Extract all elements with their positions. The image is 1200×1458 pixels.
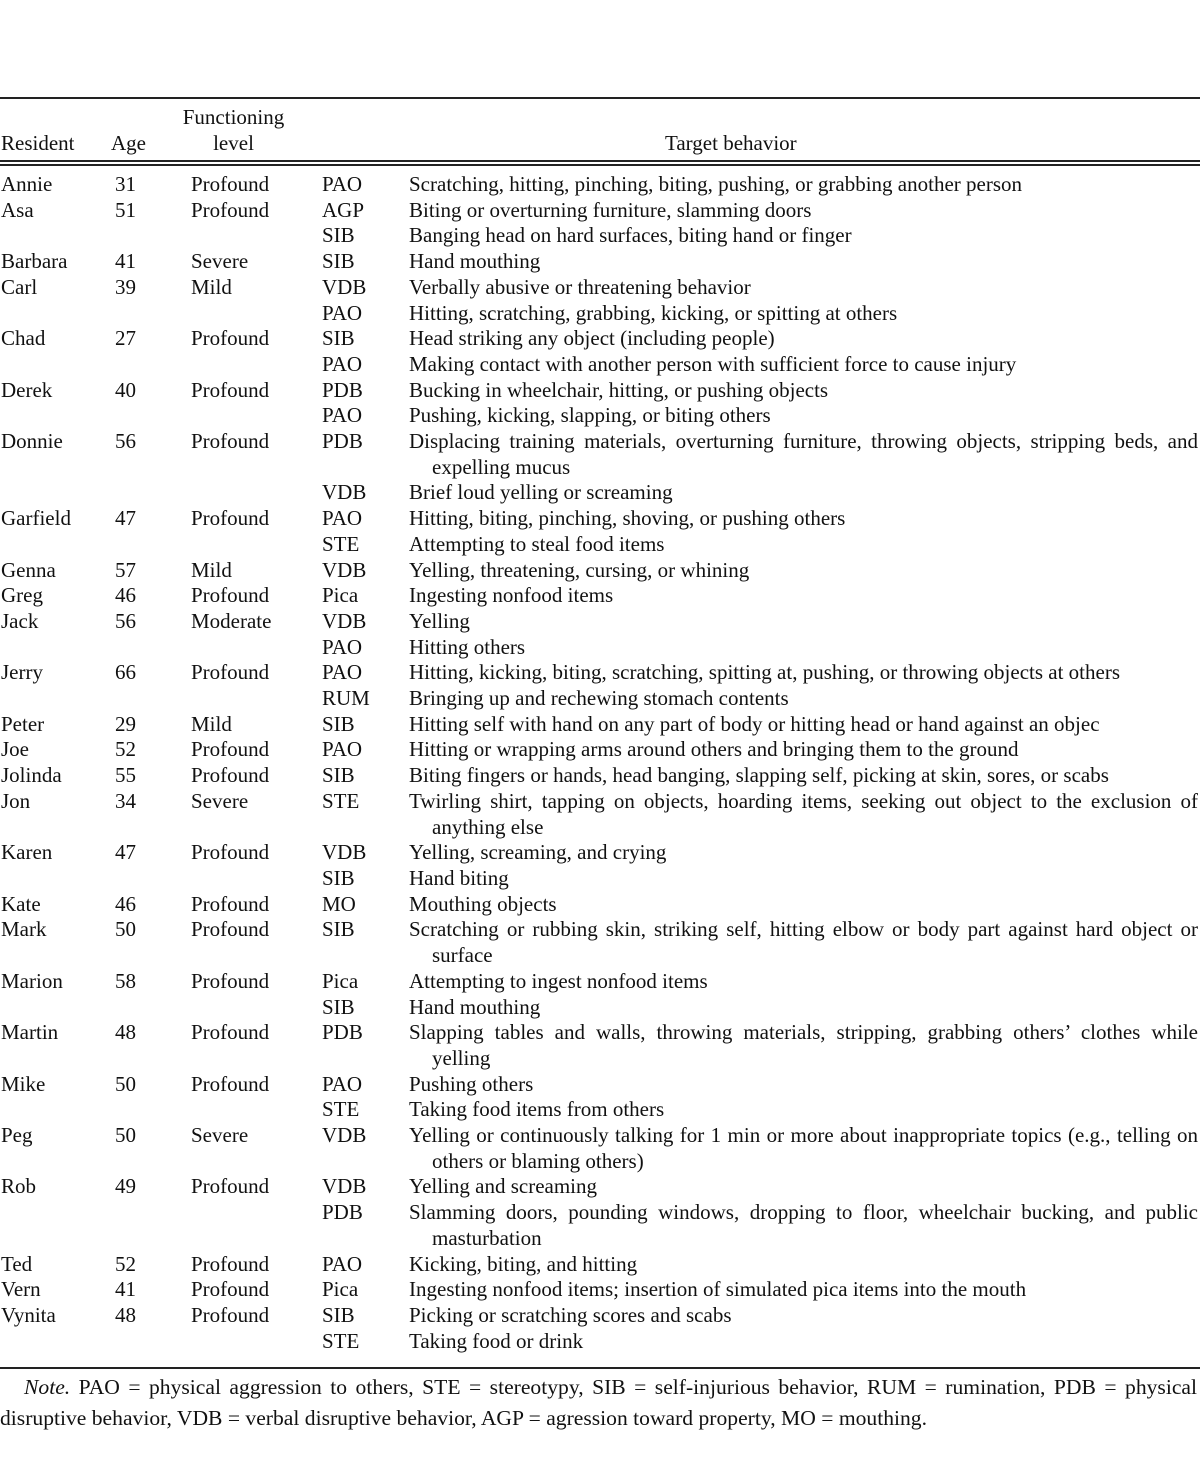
behavior-description: Scratching, hitting, pinching, biting, pushing, or grabbing another person [409,172,1022,196]
table-row [0,1277,1200,1303]
behavior-code: STE [322,531,360,556]
resident-name: Garfield [1,506,71,531]
resident-name: Jack [1,608,39,633]
behavior-code: Pica [322,968,359,993]
functioning-level: Profound [191,1020,270,1045]
behavior-code: SIB [322,711,355,736]
behavior-description: Bucking in wheelchair, hitting, or pushing objects [409,377,829,402]
table-row [0,378,1200,404]
resident-age: 46 [115,583,136,608]
behavior-code: VDB [322,480,367,505]
resident-name: Peg [1,1123,33,1148]
table-row [0,429,1200,480]
functioning-level: Profound [191,1251,270,1276]
behavior-description: Slapping tables and walls, throwing materials, stripping, grabbing others’ clothes while yelling [409,1020,1198,1070]
table-note [0,1372,1197,1434]
functioning-level: Profound [191,1277,270,1302]
table-row [0,223,1200,249]
table-row [0,403,1200,429]
header-rule-upper [0,160,1200,162]
resident-age: 47 [115,506,136,531]
table-row [0,172,1200,198]
table-row [0,1097,1200,1123]
behavior-description: Yelling and screaming [409,1174,598,1199]
table-row [0,686,1200,712]
resident-name: Marion [1,968,63,993]
resident-age: 58 [115,968,136,993]
behavior-description: Making contact with another person with sufficient force to cause injury [409,351,1017,376]
behavior-description: Taking food or drink [409,1328,584,1353]
functioning-level: Severe [191,249,249,274]
behavior-code: PDB [322,377,363,402]
table-row [0,892,1200,918]
behavior-description: Picking or scratching scores and scabs [409,1302,732,1327]
behavior-code: PAO [322,660,363,685]
behavior-description: Yelling, threatening, cursing, or whining [409,557,750,582]
resident-age: 52 [115,1251,136,1276]
resident-age: 56 [115,429,136,454]
resident-name: Martin [1,1020,59,1045]
behavior-code: PAO [322,1251,363,1276]
behavior-description: Attempting to ingest nonfood items [409,968,708,993]
behavior-description: Hitting, biting, pinching, shoving, or pushing others [409,506,846,531]
resident-age: 29 [115,711,136,736]
behavior-description: Taking food items from others [409,1097,665,1122]
behavior-code: PAO [322,1071,363,1096]
resident-age: 41 [115,1277,136,1302]
resident-age: 34 [115,788,136,813]
behavior-description: Bringing up and rechewing stomach contents [409,686,789,711]
behavior-description: Twirling shirt, tapping on objects, hoarding items, seeking out object to the exclusion of anything else [409,788,1198,839]
table-row [0,609,1200,635]
header-age: Age [111,131,146,155]
resident-age: 52 [115,737,136,762]
table-row [0,1020,1200,1071]
resident-age: 27 [115,326,136,351]
resident-name: Chad [1,326,46,351]
behavior-code: SIB [322,763,355,788]
resident-name: Peter [1,711,45,736]
behavior-description: Hitting others [409,634,526,659]
table-row [0,737,1200,763]
functioning-level: Profound [191,377,270,402]
functioning-level: Profound [191,737,270,762]
behavior-code: MO [322,891,356,916]
resident-age: 41 [115,249,136,274]
top-rule [0,97,1200,99]
behavior-description: Ingesting nonfood items [409,583,614,608]
functioning-level: Profound [191,917,270,942]
behavior-description: Verbally abusive or threatening behavior [409,274,751,299]
table-row [0,1072,1200,1098]
table-row [0,1252,1200,1278]
functioning-level: Profound [191,506,270,531]
behavior-code: PAO [322,351,363,376]
behavior-code: STE [322,1097,360,1122]
behavior-code: VDB [322,1174,367,1199]
behavior-code: VDB [322,1123,367,1148]
table-row [0,917,1200,968]
functioning-level: Profound [191,1302,270,1327]
functioning-level: Profound [191,326,270,351]
resident-age: 48 [115,1302,136,1327]
table-row [0,198,1200,224]
functioning-level: Mild [191,557,232,582]
behavior-description: Hitting, scratching, grabbing, kicking, or spitting at others [409,300,898,325]
behavior-description: Hitting self with hand on any part of body or hitting head or hand against an objec [409,711,1100,736]
behavior-description: Pushing others [409,1071,534,1096]
behavior-code: Pica [322,1277,359,1302]
resident-name: Genna [1,557,56,582]
behavior-description: Mouthing objects [409,891,557,916]
table-row [0,583,1200,609]
behavior-description: Yelling or continuously talking for 1 min or more about inappropriate topics (e.g., telling on others or blaming others) [409,1123,1198,1173]
resident-name: Derek [1,377,53,402]
resident-name: Annie [1,172,53,196]
functioning-level: Profound [191,763,270,788]
functioning-level: Profound [191,840,270,865]
table-row [0,1174,1200,1200]
behavior-description: Hitting or wrapping arms around others and bringing them to the ground [409,737,1019,762]
behavior-code: PAO [322,172,363,196]
functioning-level: Mild [191,711,232,736]
resident-name: Vynita [1,1302,56,1327]
resident-name: Jolinda [1,763,62,788]
table-row [0,480,1200,506]
table-row [0,558,1200,584]
behavior-code: STE [322,788,360,813]
behavior-description: Head striking any object (including people) [409,326,775,351]
table-row [0,1329,1200,1355]
table-row [0,506,1200,532]
behavior-description: Biting or overturning furniture, slamming doors [409,197,812,222]
resident-name: Mark [1,917,47,942]
table-row [0,866,1200,892]
table-row [0,301,1200,327]
table-row [0,1123,1200,1174]
resident-age: 51 [115,197,136,222]
table-row [0,326,1200,352]
functioning-level: Profound [191,968,270,993]
table-row [0,249,1200,275]
table-row [0,995,1200,1021]
functioning-level: Moderate [191,608,272,633]
header-target-behavior: Target behavior [665,131,797,155]
bottom-rule [0,1367,1200,1369]
resident-name: Donnie [1,429,63,454]
behavior-description: Yelling, screaming, and crying [409,840,667,865]
behavior-code: SIB [322,865,355,890]
behavior-code: STE [322,1328,360,1353]
resident-age: 49 [115,1174,136,1199]
behavior-code: PAO [322,737,363,762]
behavior-description: Scratching or rubbing skin, striking self, hitting elbow or body part against hard object or surface [409,917,1198,968]
behavior-code: PDB [322,429,363,454]
functioning-level: Severe [191,1123,249,1148]
table-row [0,763,1200,789]
functioning-level: Mild [191,274,232,299]
table-body [0,172,1200,1354]
behavior-description: Brief loud yelling or screaming [409,480,673,505]
resident-age: 48 [115,1020,136,1045]
behavior-code: VDB [322,557,367,582]
resident-name: Karen [1,840,53,865]
behavior-code: AGP [322,197,365,222]
resident-age: 50 [115,917,136,942]
resident-name: Jon [1,788,31,813]
functioning-level: Profound [191,197,270,222]
behavior-code: PAO [322,300,363,325]
functioning-level: Profound [191,891,270,916]
behavior-description: Pushing, kicking, slapping, or biting others [409,403,771,428]
behavior-description: Biting fingers or hands, head banging, slapping self, picking at skin, sores, or scabs [409,763,1109,788]
header-rule-lower [0,164,1200,166]
behavior-code: VDB [322,274,367,299]
functioning-level: Profound [191,172,270,196]
resident-name: Ted [1,1251,33,1276]
behavior-description: Hitting, kicking, biting, scratching, spitting at, pushing, or throwing objects at others [409,660,1120,685]
table-row [0,1303,1200,1329]
functioning-level: Profound [191,1071,270,1096]
resident-name: Asa [1,197,34,222]
resident-name: Barbara [1,249,68,274]
resident-name: Greg [1,583,43,608]
resident-name: Mike [1,1071,46,1096]
resident-age: 46 [115,891,136,916]
table-row [0,352,1200,378]
behavior-description: Yelling [409,608,470,633]
resident-age: 55 [115,763,136,788]
behavior-code: VDB [322,608,367,633]
resident-age: 50 [115,1123,136,1148]
resident-age: 39 [115,274,136,299]
behavior-code: PAO [322,403,363,428]
table-row [0,789,1200,840]
behavior-code: PAO [322,506,363,531]
table-row [0,532,1200,558]
resident-age: 57 [115,557,136,582]
behavior-code: SIB [322,223,355,248]
table-row [0,1200,1200,1251]
behavior-description: Banging head on hard surfaces, biting hand or finger [409,223,852,248]
behavior-description: Hand mouthing [409,994,541,1019]
resident-age: 40 [115,377,136,402]
resident-age: 66 [115,660,136,685]
header-functioning-line2: level [213,131,254,155]
behavior-description: Hand biting [409,865,509,890]
table-row [0,969,1200,995]
resident-name: Vern [1,1277,41,1302]
table-row [0,712,1200,738]
table-row [0,275,1200,301]
note-text: PAO = physical aggression to others, STE = stereotypy, SIB = self-injurious behavior, RUM = rumination, PDB = physical disruptive behavior, VDB = verbal disruptive behavior, AGP = agression toward property, MO = mouthing. [0,1375,1197,1430]
behavior-code: SIB [322,1302,355,1327]
resident-name: Joe [1,737,29,762]
functioning-level: Profound [191,429,270,454]
functioning-level: Profound [191,583,270,608]
behavior-code: SIB [322,917,355,942]
functioning-level: Profound [191,660,270,685]
table-row [0,660,1200,686]
behavior-code: PDB [322,1200,363,1225]
table-row [0,635,1200,661]
behavior-code: RUM [322,686,370,711]
behavior-code: SIB [322,994,355,1019]
resident-name: Rob [1,1174,37,1199]
table-row [0,840,1200,866]
header-functioning-line1: Functioning [182,105,285,129]
behavior-code: SIB [322,326,355,351]
behavior-code: PDB [322,1020,363,1045]
behavior-description: Displacing training materials, overturning furniture, throwing objects, stripping beds, and expelling mucus [409,429,1198,479]
behavior-code: Pica [322,583,359,608]
behavior-code: VDB [322,840,367,865]
resident-age: 47 [115,840,136,865]
resident-name: Kate [1,891,41,916]
resident-age: 50 [115,1071,136,1096]
behavior-description: Kicking, biting, and hitting [409,1251,638,1276]
behavior-description: Attempting to steal food items [409,531,665,556]
resident-age: 31 [115,172,136,196]
header-functioning [179,104,288,156]
resident-name: Jerry [1,660,43,685]
behavior-code: SIB [322,249,355,274]
behavior-code: PAO [322,634,363,659]
resident-age: 56 [115,608,136,633]
behavior-description: Ingesting nonfood items; insertion of simulated pica items into the mouth [409,1277,1027,1302]
functioning-level: Severe [191,788,249,813]
behavior-description: Hand mouthing [409,249,541,274]
note-label: Note. [24,1375,71,1399]
behavior-description: Slamming doors, pounding windows, dropping to floor, wheelchair bucking, and public masturbation [409,1200,1198,1250]
resident-name: Carl [1,274,38,299]
header-resident: Resident [1,131,75,155]
functioning-level: Profound [191,1174,270,1199]
